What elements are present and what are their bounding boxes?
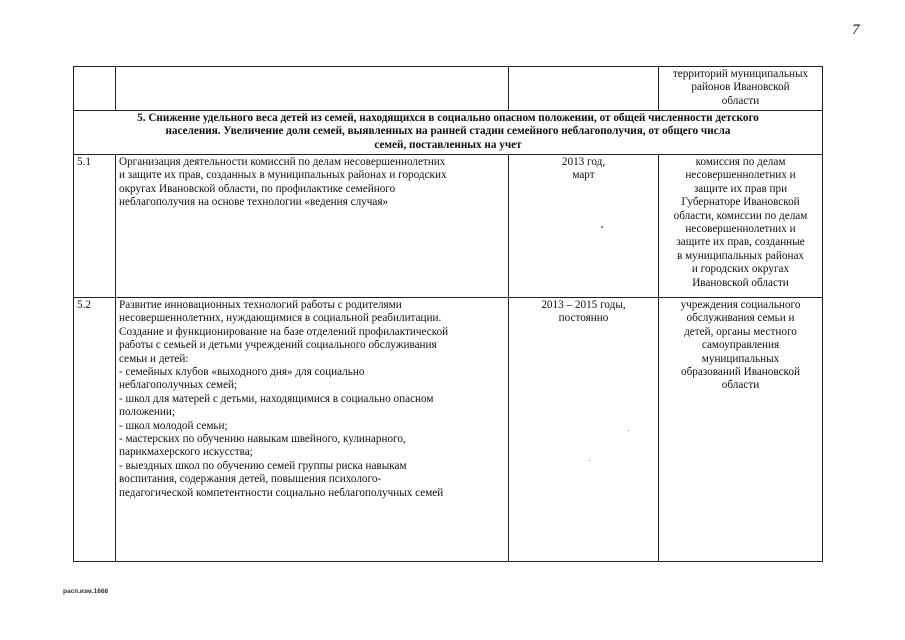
task-line: неблагополучных семей; [119, 379, 238, 392]
task-line: и защите их прав, созданных в муниципальных районах и городских [119, 169, 447, 182]
task-line: несовершеннолетних, нуждающимися в социальной реабилитации. [119, 312, 442, 325]
responsible-line: несовершеннолетних и [685, 223, 796, 236]
responsible-line: несовершеннолетних и [685, 169, 796, 182]
term-cell [509, 298, 659, 562]
responsible-cell [659, 67, 823, 111]
responsible-line: защите их прав, созданные [676, 236, 805, 249]
task-line: семьи и детей: [119, 352, 189, 365]
task-line: - школ молодой семьи; [119, 419, 228, 432]
task-line: округах Ивановской области, по профилактике семейного [119, 182, 396, 195]
task-line: - семейных клубов «выходного дня» для социально [119, 366, 365, 379]
continuation-row [74, 67, 823, 111]
task-line: воспитания, содержания детей, повышения психолого- [119, 473, 382, 486]
responsible-line: детей, органы местного [684, 325, 797, 338]
task-line: Создание и функционирование на базе отделений профилактической [119, 325, 449, 338]
scan-speck [589, 460, 590, 461]
section-heading-line: населения. Увеличение доли семей, выявленных на ранней стадии семейного неблагополучия, от общего числа [165, 125, 731, 138]
row-number: 5.1 [74, 155, 116, 298]
scan-speck [601, 226, 603, 228]
task-line: педагогической компетентности социально неблагополучных семей [119, 486, 444, 499]
task-line: - выездных школ по обучению семей группы риска навыкам [119, 459, 407, 472]
responsible-line: комиссия по делам [695, 156, 786, 168]
task-line: положении; [119, 406, 175, 419]
responsible-line: области [721, 94, 760, 107]
term-line: 2013 – 2015 годы, [541, 299, 626, 311]
term-line: 2013 год, [561, 156, 606, 168]
responsible-line: области [721, 379, 760, 392]
responsible-line: самоуправления [701, 339, 780, 352]
responsible-line: Губернаторе Ивановской [681, 196, 800, 209]
responsible-cell [659, 298, 823, 562]
page-number: 7 [852, 22, 860, 38]
responsible-line: и городских округах [691, 263, 790, 276]
section-heading-line: семей, поставленных на учет [374, 138, 522, 151]
responsible-line: области, комиссии по делам [673, 209, 808, 222]
section-heading [74, 111, 823, 155]
scan-speck [628, 430, 629, 431]
section-heading-row [74, 111, 823, 155]
footer-stamp: расп.изм.1668 [63, 588, 109, 595]
responsible-line: учреждения социального [680, 299, 801, 311]
task-line: Развитие инновационных технологий работы с родителями [119, 299, 402, 311]
term-line: март [572, 169, 595, 182]
responsible-line: в муниципальных районах [676, 249, 805, 262]
empty-task-cell [116, 67, 509, 111]
table-row [74, 155, 823, 298]
task-line: неблагополучия на основе технологии «ведения случая» [119, 196, 389, 209]
row-number: 5.2 [74, 298, 116, 562]
responsible-line: территорий муниципальных [672, 68, 809, 80]
empty-number-cell [74, 67, 116, 111]
responsible-line: муниципальных [701, 352, 780, 365]
task-cell [116, 298, 509, 562]
task-cell [116, 155, 509, 298]
responsible-line: районов Ивановской [691, 81, 790, 94]
task-line: - мастерских по обучению навыкам швейного, кулинарного, [119, 433, 406, 446]
task-line: работы с семьей и детьми учреждений социального обслуживания [119, 339, 437, 352]
table-row [74, 298, 823, 562]
term-line: постоянно [558, 312, 609, 325]
responsible-line: защите их прав при [693, 182, 788, 195]
responsible-line: обслуживания семьи и [686, 312, 795, 325]
section-heading-line: 5. Снижение удельного веса детей из семей, находящихся в социально опасном положении, от общей численности детского [137, 112, 759, 124]
action-plan-table [73, 66, 823, 562]
empty-term-cell [509, 67, 659, 111]
responsible-cell [659, 155, 823, 298]
task-line: - школ для матерей с детьми, находящимися в социально опасном [119, 392, 434, 405]
responsible-line: образований Ивановской [680, 366, 801, 379]
task-line: парикмахерского искусства; [119, 446, 253, 459]
task-line: Организация деятельности комиссий по делам несовершеннолетних [119, 156, 446, 168]
term-cell [509, 155, 659, 298]
responsible-line: Ивановской области [692, 276, 789, 289]
